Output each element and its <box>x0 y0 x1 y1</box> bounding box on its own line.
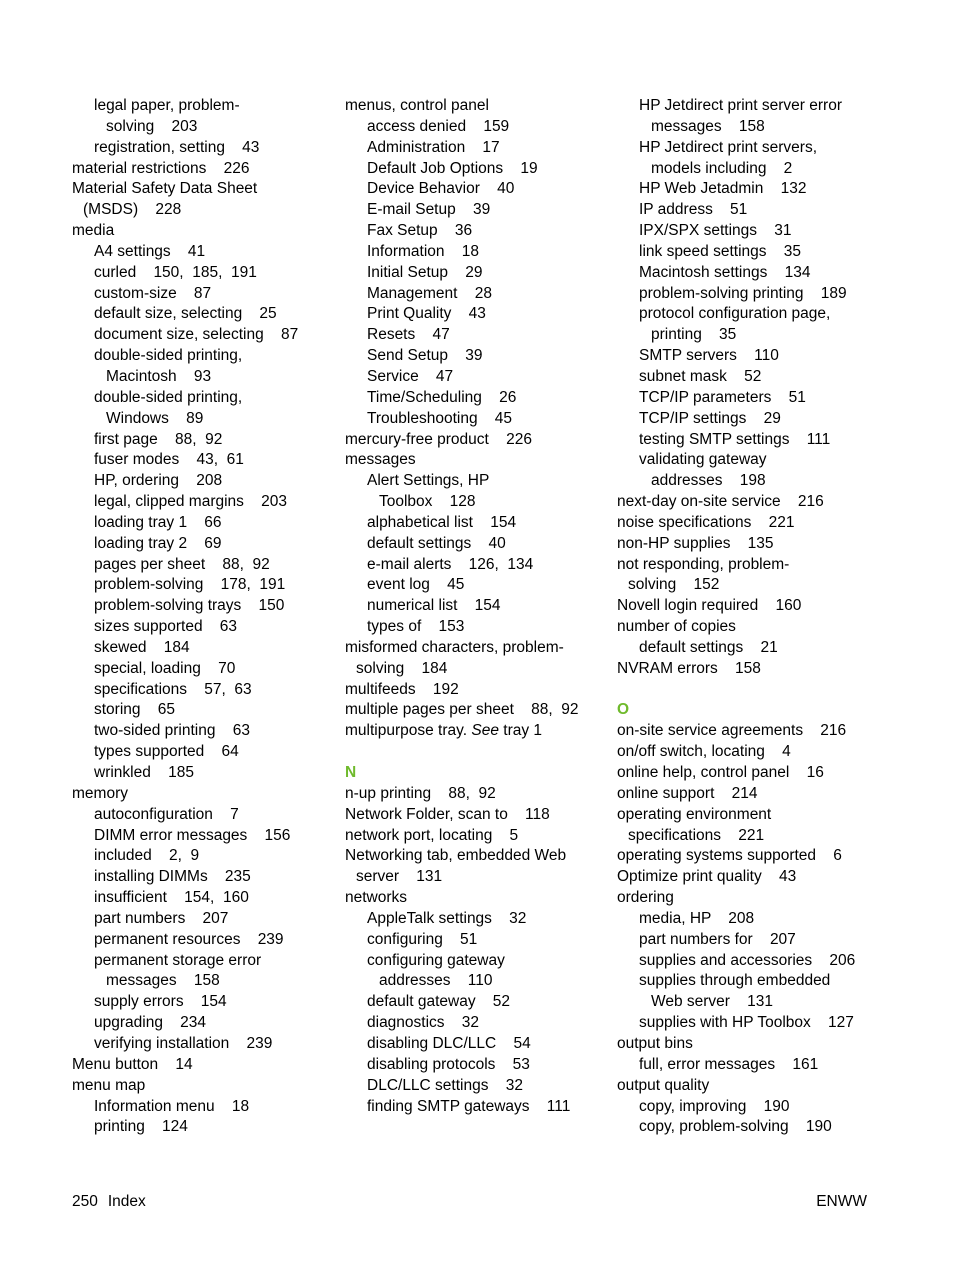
index-subentry: HP Web Jetadmin 132 <box>639 180 807 198</box>
section-name: Index <box>107 1193 146 1210</box>
index-subentry: HP Jetdirect print servers, <box>639 138 818 156</box>
index-entry: Menu button 14 <box>72 1055 193 1073</box>
see-target: tray 1 <box>498 722 543 740</box>
index-subentry: Troubleshooting 45 <box>367 409 513 427</box>
page-footer-right: ENWW <box>816 1193 867 1210</box>
index-subentry: Send Setup 39 <box>367 347 483 365</box>
index-subentry: media, HP 208 <box>639 909 755 927</box>
index-subentry: disabling protocols 53 <box>367 1055 530 1073</box>
index-subentry: Print Quality 43 <box>367 305 486 323</box>
index-subentry: default gateway 52 <box>367 993 511 1011</box>
index-subentry: part numbers 207 <box>94 909 229 927</box>
index-subentry: finding SMTP gateways 111 <box>367 1097 571 1115</box>
index-subentry: sizes supported 63 <box>94 618 238 636</box>
index-entry-continuation: Toolbox 128 <box>379 493 476 511</box>
index-subentry: DLC/LLC settings 32 <box>367 1076 523 1094</box>
index-subentry: default size, selecting 25 <box>94 305 277 323</box>
index-subentry: skewed 184 <box>94 638 190 656</box>
index-subentry: legal, clipped margins 203 <box>94 493 288 511</box>
index-subentry: fuser modes 43, 61 <box>94 451 244 469</box>
index-subentry: registration, setting 43 <box>94 138 260 156</box>
index-subentry: problem-solving 178, 191 <box>94 576 286 594</box>
index-entry-continuation: addresses 198 <box>651 472 766 490</box>
index-column-3 <box>617 96 887 1138</box>
index-entry: mercury-free product 226 <box>345 430 532 448</box>
index-subentry: TCP/IP parameters 51 <box>639 388 806 406</box>
index-entry-continuation: Macintosh 93 <box>106 367 212 385</box>
index-subentry: Macintosh settings 134 <box>639 263 811 281</box>
index-column-1 <box>72 96 327 1138</box>
index-subentry: Service 47 <box>367 367 454 385</box>
index-subentry: part numbers for 207 <box>639 930 796 948</box>
index-subentry: Fax Setup 36 <box>367 222 473 240</box>
index-subentry: SMTP servers 110 <box>639 347 779 365</box>
index-entry: Material Safety Data Sheet <box>72 180 258 198</box>
index-subentry: validating gateway <box>639 451 767 469</box>
index-subentry: HP, ordering 208 <box>94 472 223 490</box>
index-subentry: Time/Scheduling 26 <box>367 388 517 406</box>
index-subentry: configuring gateway <box>367 951 505 969</box>
index-letter-heading: N <box>345 764 357 781</box>
see-reference: See <box>471 722 499 740</box>
index-subentry: document size, selecting 87 <box>94 326 299 344</box>
index-subentry: full, error messages 161 <box>639 1055 819 1073</box>
index-subentry: e-mail alerts 126, 134 <box>367 555 534 573</box>
index-entry-continuation: Web server 131 <box>651 993 774 1011</box>
index-subentry: problem-solving printing 189 <box>639 284 847 302</box>
index-subentry: permanent storage error <box>94 951 262 969</box>
index-subentry: Information menu 18 <box>94 1097 250 1115</box>
index-subentry: pages per sheet 88, 92 <box>94 555 270 573</box>
index-subentry: wrinkled 185 <box>94 764 194 781</box>
index-subentry: IP address 51 <box>639 201 748 219</box>
index-entry: noise specifications 221 <box>617 513 795 531</box>
index-subentry: first page 88, 92 <box>94 430 223 448</box>
spacer <box>345 742 600 763</box>
index-subentry: specifications 57, 63 <box>94 680 252 698</box>
index-subentry: link speed settings 35 <box>639 242 801 260</box>
index-entry: misformed characters, problem- <box>345 638 564 656</box>
index-entry-continuation: messages 158 <box>106 972 220 990</box>
index-subentry: custom-size 87 <box>94 284 212 302</box>
index-subentry: double-sided printing, <box>94 347 243 365</box>
index-entry: multiple pages per sheet 88, 92 <box>345 701 579 719</box>
index-entry: on/off switch, locating 4 <box>617 743 791 761</box>
index-entry: n-up printing 88, 92 <box>345 784 496 802</box>
index-subentry: AppleTalk settings 32 <box>367 909 527 927</box>
index-entry: number of copies <box>617 618 736 636</box>
index-subentry: loading tray 2 69 <box>94 534 222 552</box>
index-entry: output quality <box>617 1076 710 1094</box>
index-entry-continuation: messages 158 <box>651 117 765 135</box>
index-subentry: supplies through embedded <box>639 972 831 990</box>
index-entry: Novell login required 160 <box>617 597 802 615</box>
index-subentry: alphabetical list 154 <box>367 513 517 531</box>
index-subentry: numerical list 154 <box>367 597 501 615</box>
index-entry: networks <box>345 889 408 907</box>
index-subentry: configuring 51 <box>367 930 478 948</box>
index-entry: Network Folder, scan to 118 <box>345 805 550 823</box>
spacer <box>617 680 887 701</box>
index-entry: next-day on-site service 216 <box>617 493 824 511</box>
index-entry: output bins <box>617 1034 693 1052</box>
index-entry: NVRAM errors 158 <box>617 659 761 677</box>
index-entry: menus, control panel <box>345 97 489 114</box>
page-number: 250 <box>72 1193 98 1210</box>
index-entry: Networking tab, embedded Web <box>345 847 567 865</box>
index-entry: ordering <box>617 889 674 907</box>
index-subentry: protocol configuration page, <box>639 305 831 323</box>
index-subentry: verifying installation 239 <box>94 1034 273 1052</box>
index-subentry: types of 153 <box>367 618 465 636</box>
index-subentry: upgrading 234 <box>94 1014 207 1032</box>
index-subentry: supply errors 154 <box>94 993 227 1011</box>
index-subentry: Initial Setup 29 <box>367 263 483 281</box>
index-entry-continuation: specifications 221 <box>628 826 765 844</box>
index-entry: Optimize print quality 43 <box>617 868 797 886</box>
index-entry-continuation: printing 35 <box>651 326 737 344</box>
index-subentry: TCP/IP settings 29 <box>639 409 781 427</box>
index-entry: on-site service agreements 216 <box>617 722 847 740</box>
index-subentry: printing 124 <box>94 1118 188 1136</box>
index-subentry: curled 150, 185, 191 <box>94 263 257 281</box>
index-subentry: double-sided printing, <box>94 388 243 406</box>
index-entry-continuation: addresses 110 <box>379 972 493 990</box>
index-entry: messages <box>345 451 416 469</box>
index-subentry: installing DIMMs 235 <box>94 868 251 886</box>
index-subentry: types supported 64 <box>94 743 239 761</box>
index-subentry: supplies and accessories 206 <box>639 951 856 969</box>
index-entry: multifeeds 192 <box>345 680 459 698</box>
index-entry: operating systems supported 6 <box>617 847 842 865</box>
index-subentry: Default Job Options 19 <box>367 159 538 177</box>
index-column-2 <box>345 96 600 1117</box>
index-subentry: permanent resources 239 <box>94 930 284 948</box>
index-subentry: subnet mask 52 <box>639 367 762 385</box>
index-subentry: copy, problem-solving 190 <box>639 1118 832 1136</box>
index-entry-continuation: solving 152 <box>628 576 720 594</box>
index-entry-continuation: Windows 89 <box>106 409 204 427</box>
index-subentry: storing 65 <box>94 701 175 719</box>
index-subentry: default settings 40 <box>367 534 506 552</box>
index-entry <box>345 721 600 742</box>
index-entry: operating environment <box>617 805 772 823</box>
index-subentry: Administration 17 <box>367 138 500 156</box>
index-entry-continuation: solving 184 <box>356 659 448 677</box>
index-subentry: Device Behavior 40 <box>367 180 515 198</box>
index-entry: material restrictions 226 <box>72 159 250 177</box>
index-subentry: event log 45 <box>367 576 465 594</box>
index-subentry: copy, improving 190 <box>639 1097 790 1115</box>
index-subentry: access denied 159 <box>367 117 510 135</box>
index-subentry: included 2, 9 <box>94 847 200 865</box>
index-subentry: default settings 21 <box>639 638 778 656</box>
index-entry-continuation: server 131 <box>356 868 443 886</box>
index-entry: media <box>72 222 115 240</box>
index-subentry: problem-solving trays 150 <box>94 597 285 615</box>
index-subentry: Information 18 <box>367 242 480 260</box>
index-entry: online support 214 <box>617 784 758 802</box>
index-subentry: special, loading 70 <box>94 659 236 677</box>
index-entry: network port, locating 5 <box>345 826 519 844</box>
index-entry: menu map <box>72 1076 146 1094</box>
index-subentry: loading tray 1 66 <box>94 513 222 531</box>
index-subentry: two-sided printing 63 <box>94 722 250 740</box>
index-entry: online help, control panel 16 <box>617 764 824 781</box>
index-subentry: Alert Settings, HP <box>367 472 490 490</box>
index-subentry: supplies with HP Toolbox 127 <box>639 1014 854 1032</box>
index-subentry: DIMM error messages 156 <box>94 826 291 844</box>
index-subentry: legal paper, problem- <box>94 97 240 114</box>
index-subentry: autoconfiguration 7 <box>94 805 239 823</box>
index-subentry: IPX/SPX settings 31 <box>639 222 792 240</box>
index-subentry: HP Jetdirect print server error <box>639 97 842 114</box>
index-subentry: testing SMTP settings 111 <box>639 430 831 448</box>
index-entry-continuation: models including 2 <box>651 159 793 177</box>
index-entry: not responding, problem- <box>617 555 790 573</box>
index-subentry: Management 28 <box>367 284 492 302</box>
index-subentry: diagnostics 32 <box>367 1014 480 1032</box>
index-letter-heading: O <box>617 701 630 719</box>
index-entry: memory <box>72 784 128 802</box>
index-subentry: E-mail Setup 39 <box>367 201 491 219</box>
index-subentry: A4 settings 41 <box>94 242 206 260</box>
index-entry-continuation: solving 203 <box>106 117 198 135</box>
index-subentry: disabling DLC/LLC 54 <box>367 1034 531 1052</box>
entry-text: multipurpose tray. <box>345 722 472 740</box>
index-entry-continuation: (MSDS) 228 <box>83 201 182 219</box>
page-footer-left <box>72 1192 146 1212</box>
index-entry: non-HP supplies 135 <box>617 534 774 552</box>
index-subentry: Resets 47 <box>367 326 450 344</box>
index-subentry: insufficient 154, 160 <box>94 889 249 907</box>
